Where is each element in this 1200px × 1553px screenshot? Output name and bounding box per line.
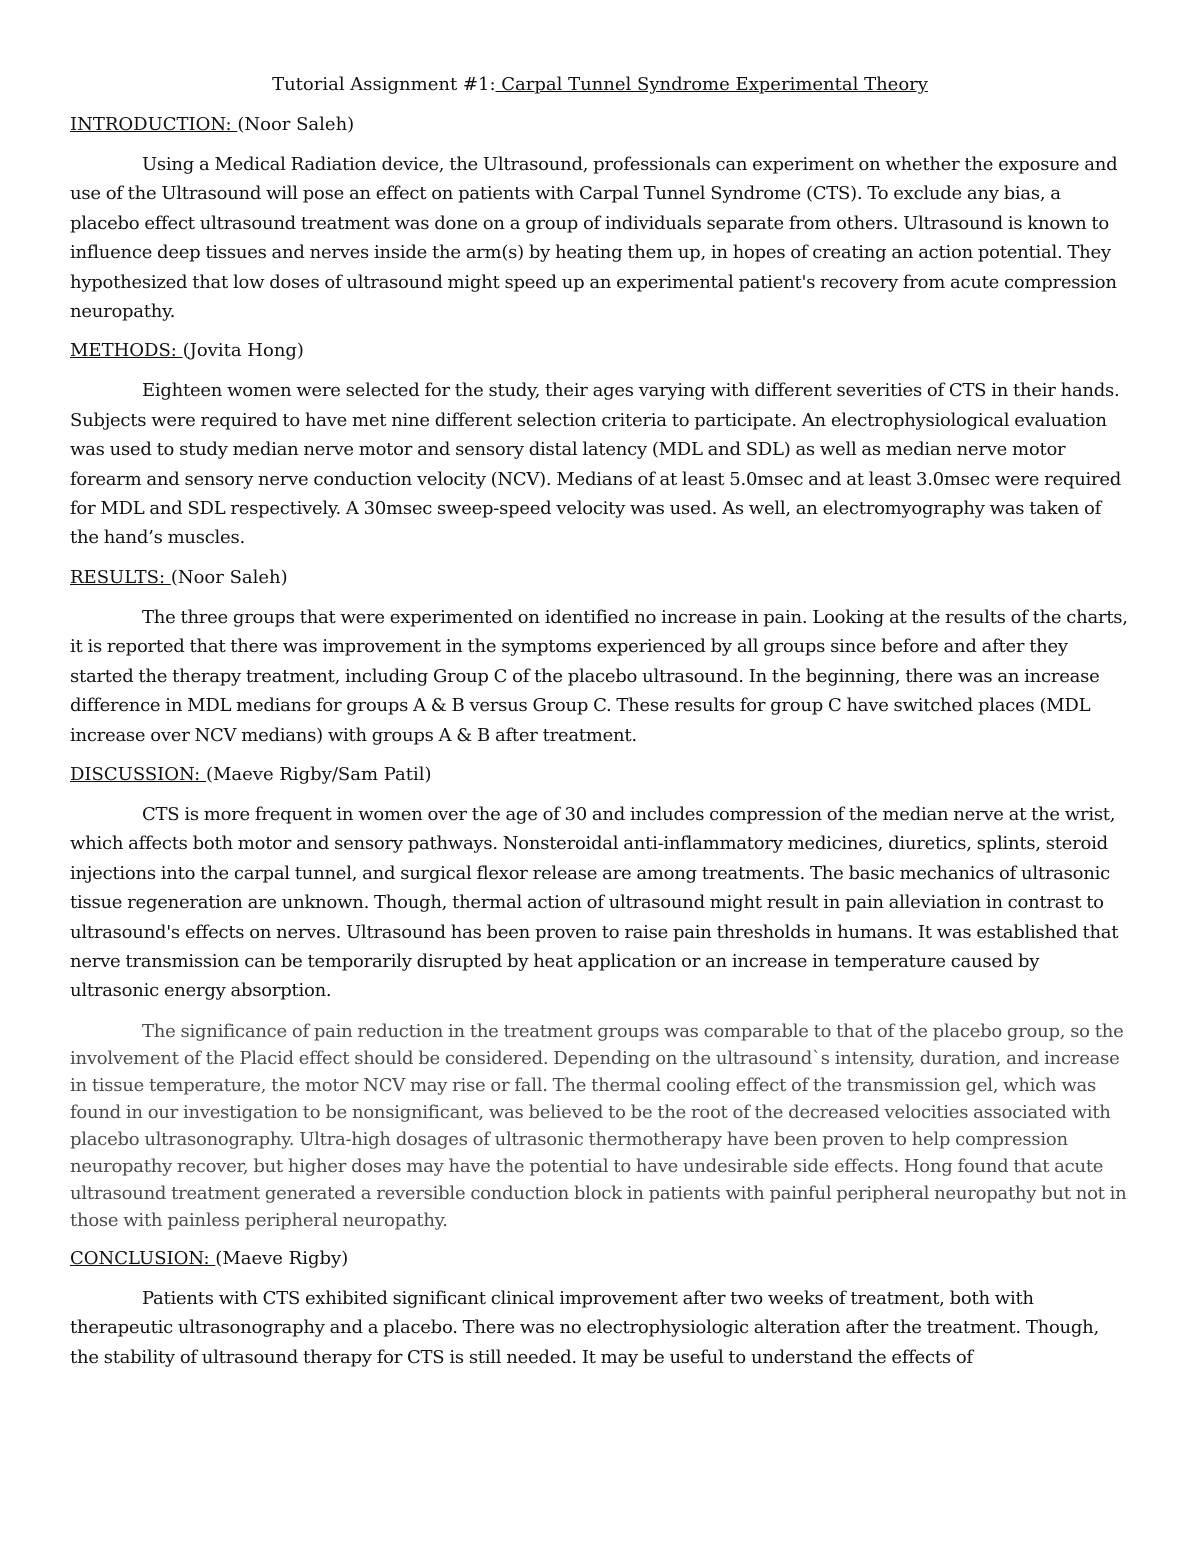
discussion-paragraph-2: The significance of pain reduction in the treatment groups was comparable to that of the placebo group, so the involvement of the Placid effect should be considered. Depending on the ultrasound`s intensity, duration, and increase in tissue temperature, the motor NCV may rise or fall. The thermal cooling effect of the transmission gel, which was found in our investigation to be nonsignificant, was believed to be the root of the decreased velocities associated with placebo ultrasonography. Ultra-high dosages of ultrasonic thermotherapy have been proven to help compression neuropathy recover, but higher doses may have the potential to have undesirable side effects. Hong found that acute ultrasound treatment generated a reversible conduction block in patients with painful peripheral neuropathy but not in those with painless peripheral neuropathy. [70,1020,1127,1231]
results-heading-label: RESULTS: [70,566,171,588]
discussion-paragraph-1: CTS is more frequent in women over the age of 30 and includes compression of the median nerve at the wrist, which affects both motor and sensory pathways. Nonsteroidal anti-inflammatory medicines, diuretics, splints, steroid injections into the carpal tunnel, and surgical flexor release are among treatments. The basic mechanics of ultrasonic tissue regeneration are unknown. Though, thermal action of ultrasound might result in pain alleviation in contrast to ultrasound's effects on nerves. Ultrasound has been proven to raise pain thresholds in humans. It was established that nerve transmission can be temporarily disrupted by heat application or an increase in temperature caused by ultrasonic energy absorption. [70,803,1119,1002]
results-heading [70,565,1130,591]
title-topic: Carpal Tunnel Syndrome Experimental Theory [495,74,928,95]
methods-heading-label: METHODS: [70,340,183,362]
methods-paragraph: Eighteen women were selected for the study, their ages varying with different severities of CTS in their hands. Subjects were required to have met nine different selection criteria to participate. An electrophysiological evaluation was used to study median nerve motor and sensory distal latency (MDL and SDL) as well as median nerve motor forearm and sensory nerve conduction velocity (NCV). Medians of at least 5.0msec and at least 3.0msec were required for MDL and SDL respectively. A 30msec sweep-speed velocity was used. As well, an electromyography was taken of the hand’s muscles. [70,380,1122,549]
introduction-author: (Noor Saleh) [237,114,355,135]
methods-heading [70,338,1130,364]
introduction-section [70,112,1130,326]
conclusion-author: (Maeve Rigby) [215,1247,349,1269]
discussion-section [70,762,1130,1234]
methods-author: (Jovita Hong) [182,340,304,362]
methods-section [70,338,1130,552]
results-author: (Noor Saleh) [170,566,288,588]
title-prefix: Tutorial Assignment #1: [272,74,496,95]
results-paragraph: The three groups that were experimented on identified no increase in pain. Looking at the results of the charts, it is reported that there was improvement in the symptoms experienced by all groups since before and after they started the therapy treatment, including Group C of the placebo ultrasound. In the beginning, there was an increase difference in MDL medians for groups A & B versus Group C. These results for group C have switched places (MDL increase over NCV medians) with groups A & B after treatment. [70,606,1128,746]
discussion-author: (Maeve Rigby/Sam Patil) [205,763,432,785]
conclusion-heading [70,1246,1130,1272]
discussion-heading [70,762,1130,788]
conclusion-section [70,1246,1130,1372]
document-title [70,72,1130,98]
conclusion-heading-label: CONCLUSION: [70,1247,216,1269]
introduction-paragraph: Using a Medical Radiation device, the Ultrasound, professionals can experiment on whether the exposure and use of the Ultrasound will pose an effect on patients with Carpal Tunnel Syndrome (CTS). To exclude any bias, a placebo effect ultrasound treatment was done on a group of individuals separate from others. Ultrasound is known to influence deep tissues and nerves inside the arm(s) by heating them up, in hopes of creating an action potential. They hypothesized that low doses of ultrasound might speed up an experimental patient's recovery from acute compression neuropathy. [70,154,1118,323]
results-section [70,565,1130,750]
conclusion-paragraph: Patients with CTS exhibited significant clinical improvement after two weeks of treatment, both with therapeutic ultrasonography and a placebo. There was no electrophysiologic alteration after the treatment. Though, the stability of ultrasound therapy for CTS is still needed. It may be useful to understand the effects of [70,1287,1099,1368]
introduction-heading-label: INTRODUCTION: [70,114,238,135]
discussion-heading-label: DISCUSSION: [70,763,206,785]
introduction-heading [70,112,1130,138]
document-page [70,72,1130,1384]
